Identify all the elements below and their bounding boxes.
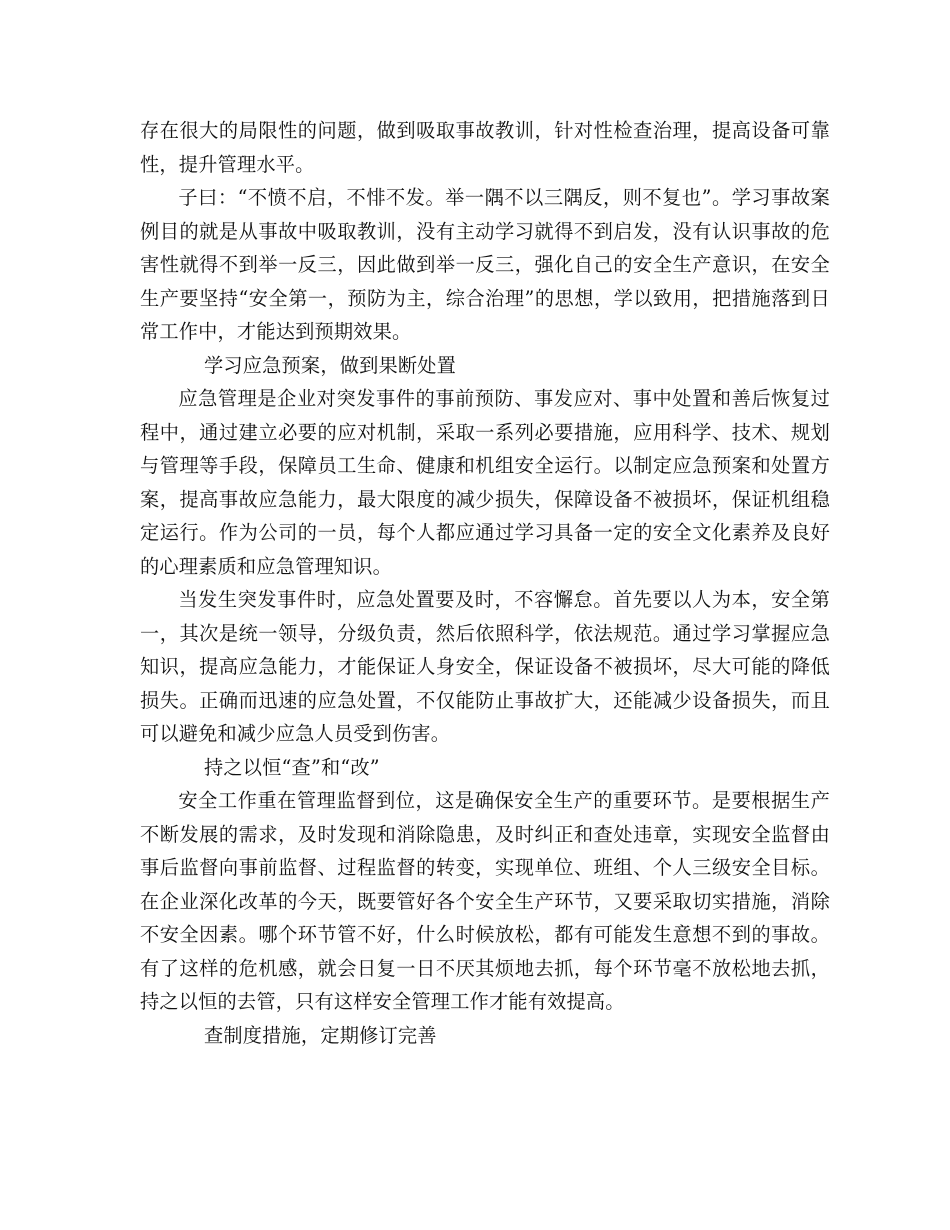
paragraph-emergency-management: 应急管理是企业对突发事件的事前预防、事发应对、事中处置和善后恢复过程中，通过建立必要的应对机制，采取一系列必要措施，应用科学、技术、规划与管理等手段，保障员工生命、健康和机组安全运行。以制定应急预案和处置方案，提高事故应急能力，最大限度的减少损失，保障设备不被损坏，保证机组稳定运行。作为公司的一员，每个人都应通过学习具备一定的安全文化素养及良好的心理素质和应急管理知识。 [140, 387, 830, 578]
paragraph-emergency-response: 当发生突发事件时，应急处置要及时，不容懈怠。首先要以人为本，安全第一，其次是统一领导，分级负责，然后依照科学，依法规范。通过学习掌握应急知识，提高应急能力，才能保证人身安全，保证设备不被损坏，尽大可能的降低损失。正确而迅速的应急处置，不仅能防止事故扩大，还能减少设备损失，而且可以避免和减少应急人员受到伤害。 [140, 588, 830, 745]
document-body [140, 114, 830, 1052]
section-heading-check-and-correct: 持之以恒“查”和“改” [204, 755, 380, 779]
paragraph-continued: 存在很大的局限性的问题，做到吸取事故教训，针对性检查治理，提高设备可靠性，提升管理水平。 [140, 119, 830, 176]
section-heading-system-measures: 查制度措施，定期修订完善 [204, 1023, 437, 1047]
paragraph-safety-supervision: 安全工作重在管理监督到位，这是确保安全生产的重要环节。是要根据生产不断发展的需求，及时发现和消除隐患，及时纠正和查处违章，实现安全监督由事后监督向事前监督、过程监督的转变，实现单位、班组、个人三级安全目标。在企业深化改革的今天，既要管好各个安全生产环节，又要采取切实措施，消除不安全因素。哪个环节管不好，什么时候放松，都有可能发生意想不到的事故。有了这样的危机感，就会日复一日不厌其烦地去抓，每个环节毫不放松地去抓，持之以恒的去管，只有这样安全管理工作才能有效提高。 [140, 789, 830, 1013]
paragraph-confucius-quote: 子曰：“不愤不启，不悱不发。举一隅不以三隅反，则不复也”。学习事故案例目的就是从事故中吸取教训，没有主动学习就得不到启发，没有认识事故的危害性就得不到举一反三，因此做到举一反三，强化自己的安全生产意识，在安全生产要坚持“安全第一，预防为主，综合治理”的思想，学以致用，把措施落到日常工作中，才能达到预期效果。 [140, 186, 830, 343]
section-heading-emergency-plan: 学习应急预案，做到果断处置 [204, 353, 457, 377]
